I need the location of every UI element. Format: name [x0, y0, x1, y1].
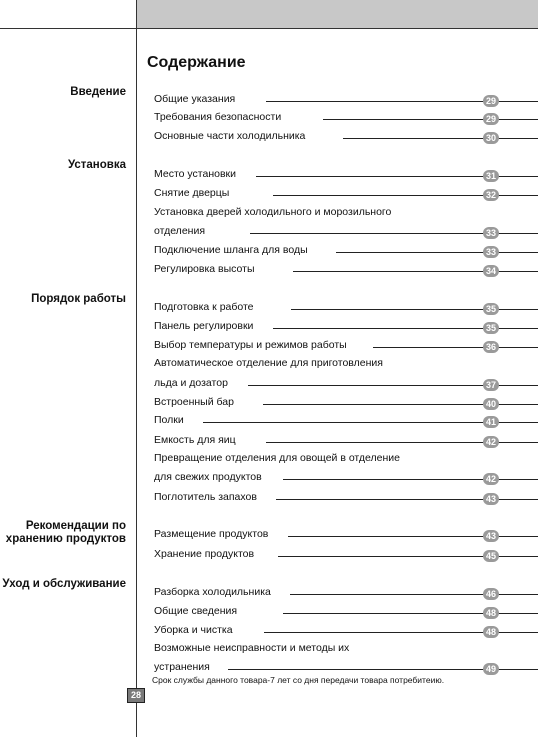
leader-line [278, 556, 538, 557]
toc-entry: Регулировка высоты [154, 263, 255, 275]
toc-entry: Панель регулировки [154, 320, 254, 332]
toc-entry: Место установки [154, 168, 236, 180]
section-intro: Введение [70, 86, 126, 98]
horizontal-divider [0, 28, 538, 29]
leader-line [293, 271, 538, 272]
page-badge: 45 [483, 550, 499, 562]
vertical-divider [136, 0, 137, 737]
page-badge: 32 [483, 189, 499, 201]
toc-entry: Разборка холодильника [154, 586, 271, 598]
toc-entry: Превращение отделения для овощей в отделение [154, 452, 400, 464]
toc-entry: Общие указания [154, 93, 236, 105]
toc-entry: Полки [154, 414, 184, 426]
page-badge: 30 [483, 132, 499, 144]
page-badge: 29 [483, 113, 499, 125]
header-gray-bar [137, 0, 538, 28]
page-badge: 36 [483, 341, 499, 353]
leader-line [290, 594, 538, 595]
page-badge: 42 [483, 436, 499, 448]
page-badge: 34 [483, 265, 499, 277]
toc-entry: Автоматическое отделение для приготовления [154, 357, 383, 369]
leader-line [291, 309, 538, 310]
page-badge: 33 [483, 227, 499, 239]
page-badge: 48 [483, 626, 499, 638]
page-badge: 41 [483, 416, 499, 428]
page-badge: 35 [483, 303, 499, 315]
page-badge: 37 [483, 379, 499, 391]
page-badge: 46 [483, 588, 499, 600]
toc-entry: Встроенный бар [154, 396, 234, 408]
leader-line [373, 347, 538, 348]
toc-entry: Выбор температуры и режимов работы [154, 339, 347, 351]
toc-entry: Размещение продуктов [154, 528, 269, 540]
toc-entry: Основные части холодильника [154, 130, 306, 142]
page-badge: 33 [483, 246, 499, 258]
leader-line [283, 479, 538, 480]
toc-entry: Подключение шланга для воды [154, 244, 308, 256]
toc-entry: Емкость для яиц [154, 434, 236, 446]
leader-line [323, 119, 538, 120]
header-left-area [0, 0, 136, 28]
leader-line [336, 252, 538, 253]
toc-entry: Хранение продуктов [154, 548, 255, 560]
toc-entry: Подготовка к работе [154, 301, 254, 313]
page-badge: 49 [483, 663, 499, 675]
page-badge: 29 [483, 95, 499, 107]
toc-entry: Общие сведения [154, 605, 238, 617]
page-title: Содержание [147, 54, 246, 71]
page-badge: 42 [483, 473, 499, 485]
toc-entry: Уборка и чистка [154, 624, 233, 636]
section-operation: Порядок работы [31, 293, 126, 305]
section-care: Уход и обслуживание [2, 578, 126, 590]
page-badge: 35 [483, 322, 499, 334]
section-install: Установка [67, 159, 126, 171]
leader-line [288, 536, 538, 537]
toc-entry: Установка дверей холодильного и морозильного [154, 206, 392, 218]
toc-entry: отделения [154, 225, 206, 237]
page-number: 28 [127, 688, 145, 703]
page-badge: 48 [483, 607, 499, 619]
page-badge: 43 [483, 530, 499, 542]
toc-entry: для свежих продуктов [154, 471, 262, 483]
leader-line [343, 138, 538, 139]
page-badge: 31 [483, 170, 499, 182]
page-badge: 40 [483, 398, 499, 410]
page-badge: 43 [483, 493, 499, 505]
toc-entry: Снятие дверцы [154, 187, 230, 199]
section-storage: Рекомендации по хранению продуктов [5, 520, 126, 545]
toc-entry: устранения [154, 661, 210, 673]
leader-line [283, 613, 538, 614]
toc-entry: льда и дозатор [154, 377, 228, 389]
toc-entry: Требования безопасности [154, 111, 282, 123]
toc-entry: Возможные неисправности и методы их [154, 642, 350, 654]
footer-note: Срок службы данного товара-7 лет со дня передачи товара потребитеию. [152, 675, 445, 685]
toc-entry: Поглотитель запахов [154, 491, 257, 503]
